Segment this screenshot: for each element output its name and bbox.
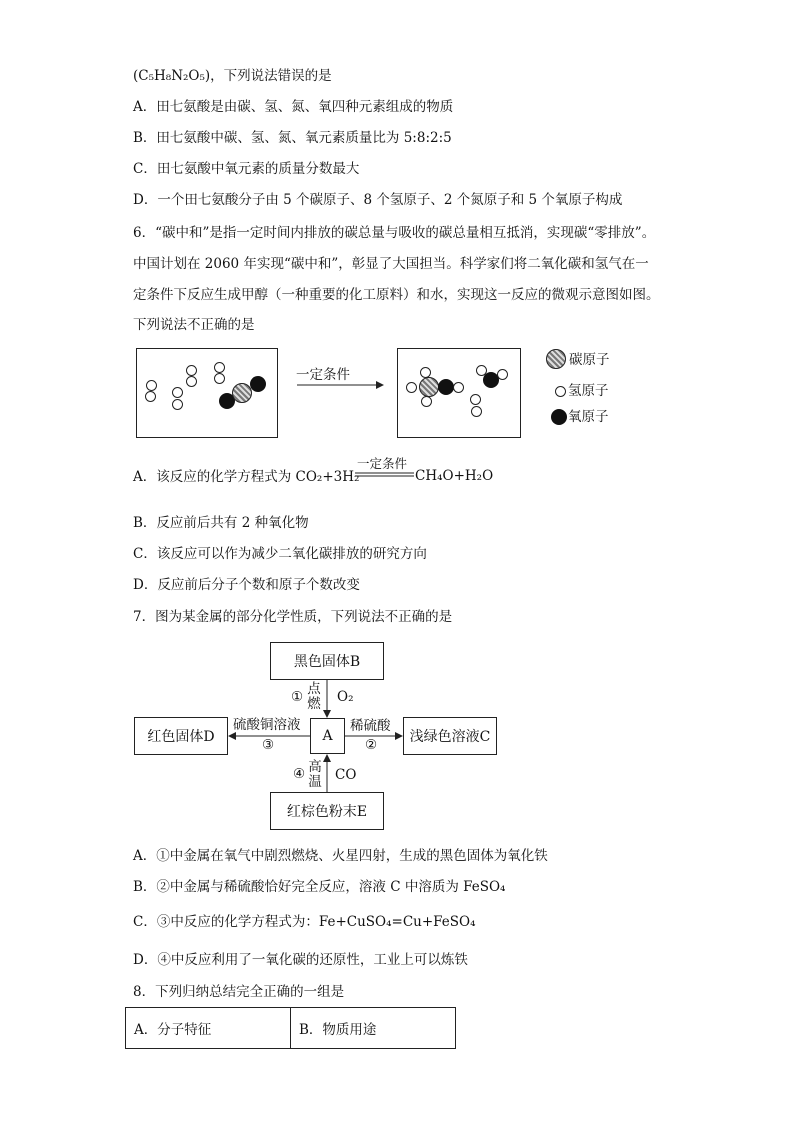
hydrogen-atom — [421, 396, 432, 407]
q7-option-a[interactable]: A．①中金属在氧气中剧烈燃烧、火星四射，生成的黑色固体为氧化铁 — [133, 848, 548, 864]
q6-stem-line-3: 定条件下反应生成甲醇（一种重要的化工原料）和水，实现这一反应的微观示意图如图。 — [133, 287, 660, 303]
equation-condition: 一定条件 — [357, 456, 408, 471]
q7-stem: 7．图为某金属的部分化学性质，下列说法不正确的是 — [133, 609, 453, 625]
hydrogen-atom — [453, 382, 464, 393]
hydrogen-atom — [497, 369, 508, 380]
q6-option-a[interactable]: A．该反应的化学方程式为 CO₂+3H₂ — [133, 469, 360, 485]
red-solid-d-box: 红色固体D — [134, 717, 228, 755]
step3-number: ③ — [262, 737, 275, 753]
step4-reagent: CO — [335, 767, 357, 783]
q7-option-d[interactable]: D．④中反应利用了一氧化碳的还原性，工业上可以炼铁 — [133, 952, 468, 968]
condition-label: 一定条件 — [296, 367, 350, 383]
step1-number: ① — [291, 689, 304, 705]
black-solid-b-box: 黑色固体B — [270, 642, 384, 680]
q7-option-b[interactable]: B．②中金属与稀硫酸恰好完全反应，溶液 C 中溶质为 FeSO₄ — [133, 879, 506, 895]
step4-char-2: 温 — [308, 774, 322, 790]
carbon-atom — [419, 377, 439, 397]
q5-option-c[interactable]: C．田七氨酸中氧元素的质量分数最大 — [133, 161, 360, 177]
legend-oxygen-icon — [551, 409, 567, 425]
step4-char-1: 高 — [308, 759, 322, 775]
q6-stem-line-2: 中国计划在 2060 年实现“碳中和”，彰显了大国担当。科学家们将二氧化碳和氢气在一 — [133, 256, 649, 272]
step1-char-2: 燃 — [307, 696, 321, 712]
q8-table — [125, 1007, 456, 1049]
green-solution-c-box: 浅绿色溶液C — [403, 717, 497, 755]
q7-option-c[interactable]: C．③中反应的化学方程式为：Fe+CuSO₄=Cu+FeSO₄ — [133, 914, 476, 930]
q6-option-c[interactable]: C．该反应可以作为减少二氧化碳排放的研究方向 — [133, 546, 427, 562]
products-box — [397, 348, 521, 438]
step2-number: ② — [365, 737, 378, 753]
table-row — [126, 1008, 456, 1049]
hydrogen-atom — [471, 406, 482, 417]
oxygen-atom — [438, 379, 454, 395]
step3-reagent: 硫酸铜溶液 — [233, 717, 301, 733]
q5-option-d[interactable]: D．一个田七氨酸分子由 5 个碳原子、8 个氢原子、2 个氮原子和 5 个氧原子构成 — [133, 192, 623, 208]
step2-reagent: 稀硫酸 — [350, 718, 391, 734]
metal-a-box: A — [310, 718, 345, 754]
legend-hydrogen-icon — [555, 386, 566, 397]
brown-powder-e-box: 红棕色粉末E — [270, 792, 384, 830]
q5-formula-line: (C₅H₈N₂O₅)，下列说法错误的是 — [133, 68, 332, 84]
q5-option-a[interactable]: A．田七氨酸是由碳、氢、氮、氧四种元素组成的物质 — [133, 99, 454, 115]
q5-option-b[interactable]: B．田七氨酸中碳、氢、氮、氧元素质量比为 5:8:2:5 — [133, 130, 452, 146]
q8-cell-a: A．分子特征 — [126, 1008, 291, 1049]
equation-products: CH₄O+H₂O — [415, 468, 494, 484]
step4-number: ④ — [293, 766, 306, 782]
q6-option-d[interactable]: D．反应前后分子个数和原子个数改变 — [133, 577, 360, 593]
legend-hydrogen-label: 氢原子 — [568, 383, 609, 399]
step1-reagent: O₂ — [337, 689, 354, 705]
q8-cell-b: B．物质用途 — [291, 1008, 456, 1049]
hydrogen-atom — [470, 394, 481, 405]
hydrogen-atom — [406, 382, 417, 393]
step1-char-1: 点 — [307, 681, 321, 697]
legend-carbon-icon — [546, 349, 566, 369]
q6-option-b[interactable]: B．反应前后共有 2 种氧化物 — [133, 515, 309, 531]
legend-oxygen-label: 氧原子 — [568, 409, 609, 425]
q6-stem-line-1: 6．“碳中和”是指一定时间内排放的碳总量与吸收的碳总量相互抵消，实现碳“零排放”。 — [133, 225, 656, 241]
q6-stem-line-4: 下列说法不正确的是 — [133, 317, 255, 333]
legend-carbon-label: 碳原子 — [569, 352, 610, 368]
q8-stem: 8．下列归纳总结完全正确的一组是 — [133, 984, 345, 1000]
